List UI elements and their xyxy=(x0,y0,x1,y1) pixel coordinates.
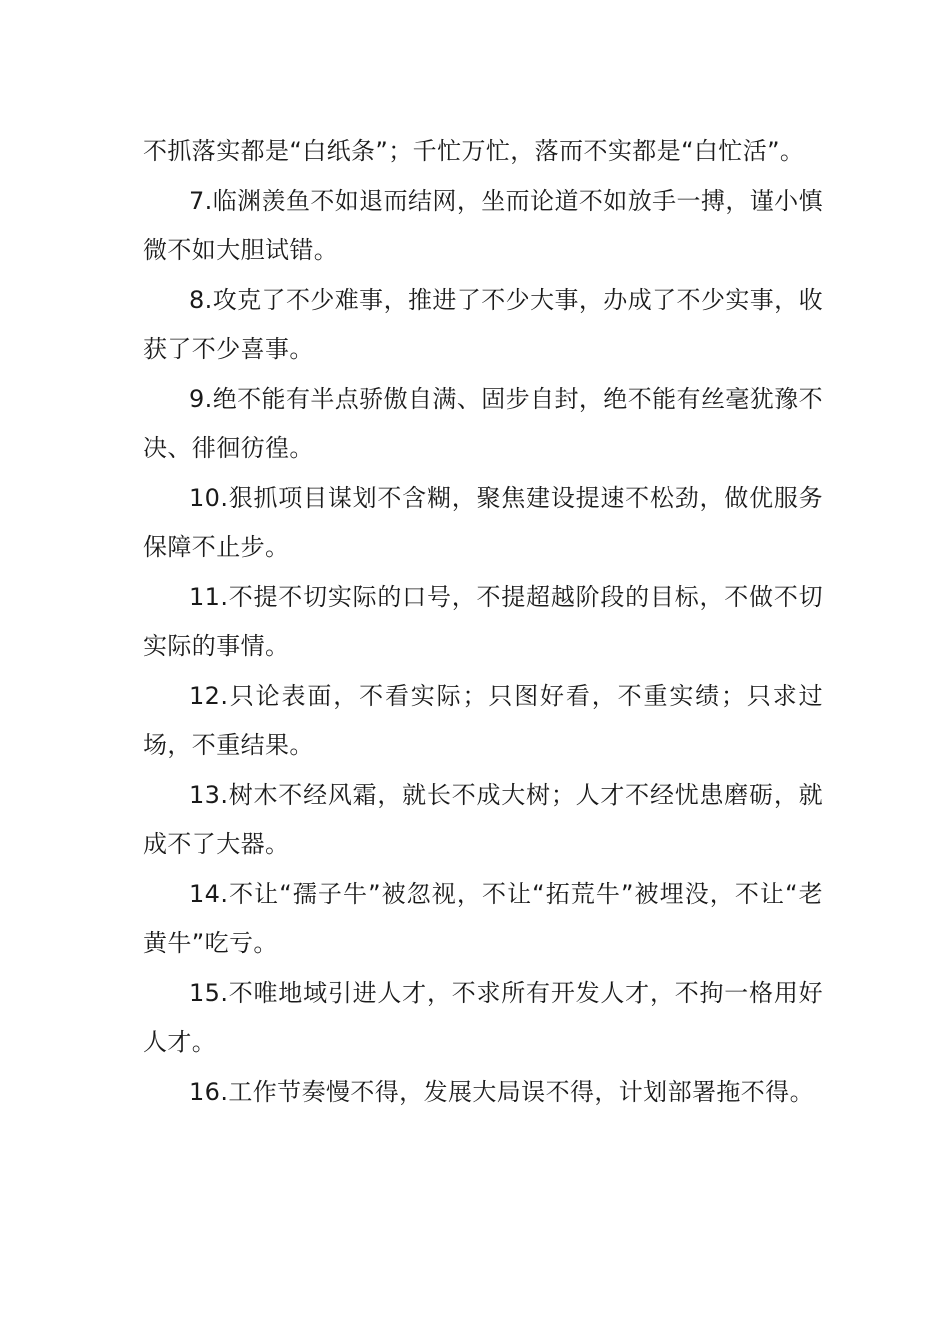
paragraph-item-9: 9.绝不能有半点骄傲自满、固步自封，绝不能有丝毫犹豫不决、徘徊彷徨。 xyxy=(143,384,823,462)
paragraph-item-7: 7.临渊羡鱼不如退而结网，坐而论道不如放手一搏，谨小慎微不如大胆试错。 xyxy=(143,186,823,264)
paragraph-item-14: 14.不让“孺子牛”被忽视，不让“拓荒牛”被埋没，不让“老黄牛”吃亏。 xyxy=(143,879,823,957)
document-body xyxy=(143,127,823,1117)
paragraph-item-12: 12.只论表面，不看实际；只图好看，不重实绩；只求过场，不重结果。 xyxy=(143,681,823,759)
paragraph-item-16: 16.工作节奏慢不得，发展大局误不得，计划部署拖不得。 xyxy=(189,1077,814,1106)
paragraph-item-10: 10.狠抓项目谋划不含糊，聚焦建设提速不松劲，做优服务保障不止步。 xyxy=(143,483,823,561)
paragraph-item-13: 13.树木不经风霜，就长不成大树；人才不经忧患磨砺，就成不了大器。 xyxy=(143,780,823,858)
paragraph-item-8: 8.攻克了不少难事，推进了不少大事，办成了不少实事，收获了不少喜事。 xyxy=(143,285,823,363)
paragraph-item-15: 15.不唯地域引进人才，不求所有开发人才，不拘一格用好人才。 xyxy=(143,978,823,1056)
paragraph-continuation: 不抓落实都是“白纸条”；千忙万忙，落而不实都是“白忙活”。 xyxy=(143,137,805,165)
paragraph-item-11: 11.不提不切实际的口号，不提超越阶段的目标，不做不切实际的事情。 xyxy=(143,582,823,660)
